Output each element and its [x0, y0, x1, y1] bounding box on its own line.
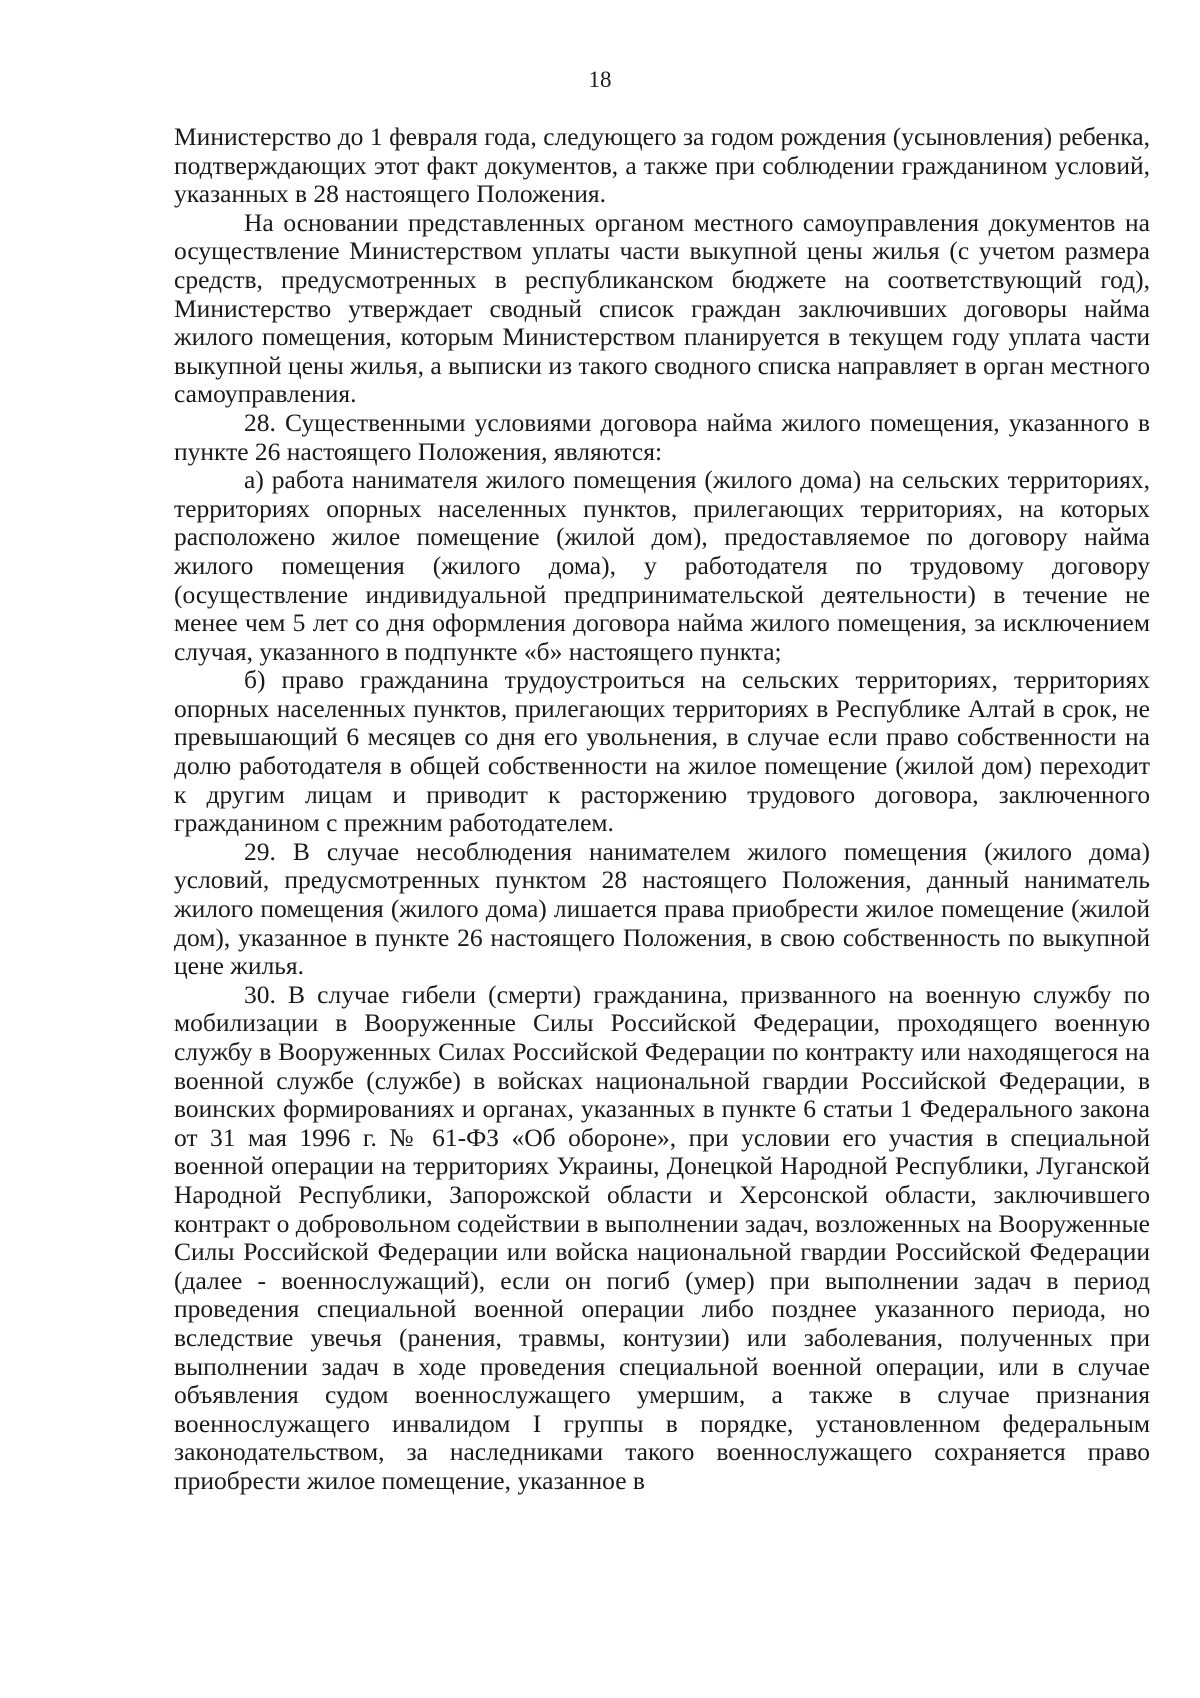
paragraph-item-30: 30. В случае гибели (смерти) гражданина, призванного на военную службу по мобилизации в Вооруженные Силы Российской Федерации, проходящего военную службу в Вооруженных Силах Российской Федерации по контракту или находящегося на военной службе (службе) в войсках национальной гвардии Российской Федерации, в воинских формированиях и органах, указанных в пункте 6 статьи 1 Федерального закона от 31 мая 1996 г. № 61-ФЗ «Об обороне», при условии его участия в специальной военной операции на территориях Украины, Донецкой Народной Республики, Луганской Народной Республики, Запорожской области и Херсонской области, заключившего контракт о добровольном содействии в выполнении задач, возложенных на Вооруженные Силы Российской Федерации или войска национальной гвардии Российской Федерации (далее - военнослужащий), если он погиб (умер) при выполнении задач в период проведения специальной военной операции либо позднее указанного периода, но вследствие увечья (ранения, травмы, контузии) или заболевания, полученных при выполнении задач в ходе проведения специальной военной операции, или в случае объявления судом военнослужащего умершим, а также в случае признания военнослужащего инвалидом I группы в порядке, установленном федеральным законодательством, за наследниками такого военнослужащего сохраняется право приобрести жилое помещение, указанное в [174, 979, 1150, 1495]
paragraph-basis: На основании представленных органом местного самоуправления документов на осуществление Министерством уплаты части выкупной цены жилья (с учетом размера средств, предусмотренных в республиканском бюджете на соответствующий год), Министерство утверждает сводный список граждан заключивших договоры найма жилого помещения, которым Министерством планируется в текущем году уплата части выкупной цены жилья, а выписки из такого сводного списка направляет в орган местного самоуправления. [174, 207, 1150, 409]
paragraph-subitem-b: б) право гражданина трудоустроиться на сельских территориях, территориях опорных населенных пунктов, прилегающих территориях в Республике Алтай в срок, не превышающий 6 месяцев со дня его увольнения, в случае если право собственности на долю работодателя в общей собственности на жилое помещение (жилой дом) переходит к другим лицам и приводит к расторжению трудового договора, заключенного гражданином с прежним работодателем. [174, 665, 1150, 838]
document-body [174, 123, 1150, 1496]
paragraph-continuation: Министерство до 1 февраля года, следующего за годом рождения (усыновления) ребенка, подтверждающих этот факт документов, а также при соблюдении гражданином условий, указанных в 28 настоящего Положения. [174, 122, 1150, 209]
page-number: 18 [588, 67, 612, 92]
paragraph-item-28: 28. Существенными условиями договора найма жилого помещения, указанного в пункте 26 настоящего Положения, являются: [174, 407, 1150, 466]
paragraph-subitem-a: а) работа нанимателя жилого помещения (жилого дома) на сельских территориях, территориях опорных населенных пунктов, прилегающих территориях, на которых расположено жилое помещение (жилой дом), предоставляемое по договору найма жилого помещения (жилого дома), у работодателя по трудовому договору (осуществление индивидуальной предпринимательской деятельности) в течение не менее чем 5 лет со дня оформления договора найма жилого помещения, за исключением случая, указанного в подпункте «б» настоящего пункта; [174, 465, 1150, 666]
paragraph-item-29: 29. В случае несоблюдения нанимателем жилого помещения (жилого дома) условий, предусмотренных пунктом 28 настоящего Положения, данный наниматель жилого помещения (жилого дома) лишается права приобрести жилое помещение (жилой дом), указанное в пункте 26 настоящего Положения, в свою собственность по выкупной цене жилья. [174, 836, 1150, 981]
